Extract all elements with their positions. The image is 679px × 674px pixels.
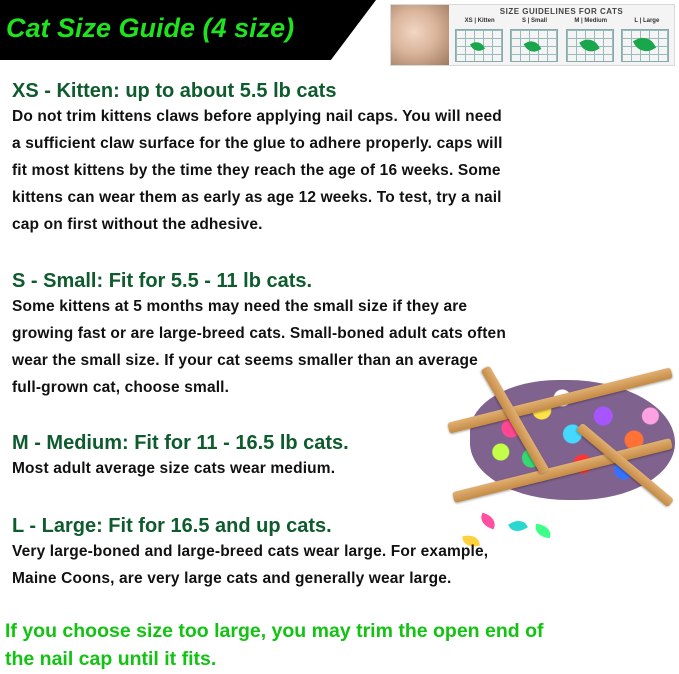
guide-columns bbox=[451, 18, 673, 28]
guide-cells bbox=[451, 29, 673, 62]
nail-cap-icon bbox=[579, 35, 599, 55]
size-text-xs-4: kittens can wear them as early as age 12 weeks. To test, try a nail bbox=[12, 189, 502, 206]
guide-cell-s bbox=[510, 29, 558, 62]
size-heading-s: S - Small: Fit for 5.5 - 11 lb cats. bbox=[12, 270, 313, 292]
guide-cell-l bbox=[621, 29, 669, 62]
guide-column-l: L | Large bbox=[634, 18, 660, 24]
guide-column-s: S | Small bbox=[522, 18, 548, 24]
size-text-xs-2: a sufficient claw surface for the glue to adhere properly. caps will bbox=[12, 135, 503, 152]
size-text-s-1: Some kittens at 5 months may need the small size if they are bbox=[12, 298, 468, 315]
guide-cell-xs bbox=[455, 29, 503, 62]
footer-note bbox=[5, 617, 544, 673]
nail-cap-icon bbox=[470, 39, 485, 54]
size-text-l-1: Very large-boned and large-breed cats wear large. For example, bbox=[12, 543, 489, 560]
guide-column-m: M | Medium bbox=[574, 18, 608, 24]
wooden-tray-with-nail-caps bbox=[435, 360, 679, 560]
guide-heading: SIZE GUIDELINES FOR CATS bbox=[499, 7, 624, 16]
page-title: Cat Size Guide (4 size) bbox=[6, 13, 295, 43]
size-text-m-1: Most adult average size cats wear medium. bbox=[12, 460, 336, 477]
size-text-xs-1: Do not trim kittens claws before applying nail caps. You will need bbox=[12, 108, 502, 125]
nail-cap-icon bbox=[478, 513, 497, 530]
guide-cell-m bbox=[566, 29, 614, 62]
size-text-xs-3: fit most kittens by the time they reach the age of 16 weeks. Some bbox=[12, 162, 501, 179]
cat-paw-photo bbox=[391, 5, 449, 65]
size-text-s-3: wear the small size. If your cat seems smaller than an average bbox=[12, 352, 478, 369]
size-text-s-4: full-grown cat, choose small. bbox=[12, 379, 230, 396]
nail-cap-icon bbox=[534, 524, 552, 539]
guide-column-xs: XS | Kitten bbox=[464, 18, 495, 24]
size-heading-xs: XS - Kitten: up to about 5.5 lb cats bbox=[12, 80, 337, 102]
nail-cap-icon bbox=[508, 517, 528, 535]
size-heading-l: L - Large: Fit for 16.5 and up cats. bbox=[12, 515, 332, 537]
nail-cap-icon bbox=[633, 33, 656, 56]
size-text-s-2: growing fast or are large-breed cats. Small-boned adult cats often bbox=[12, 325, 506, 342]
size-heading-m: M - Medium: Fit for 11 - 16.5 lb cats. bbox=[12, 432, 349, 454]
footer-line-1: If you choose size too large, you may trim the open end of bbox=[5, 620, 544, 642]
size-text-l-2: Maine Coons, are very large cats and generally wear large. bbox=[12, 570, 452, 587]
size-text-xs-5: cap on first without the adhesive. bbox=[12, 216, 263, 233]
nail-cap-icon bbox=[524, 38, 542, 56]
footer-line-2: the nail cap until it fits. bbox=[5, 648, 217, 670]
size-guideline-card bbox=[390, 4, 675, 66]
